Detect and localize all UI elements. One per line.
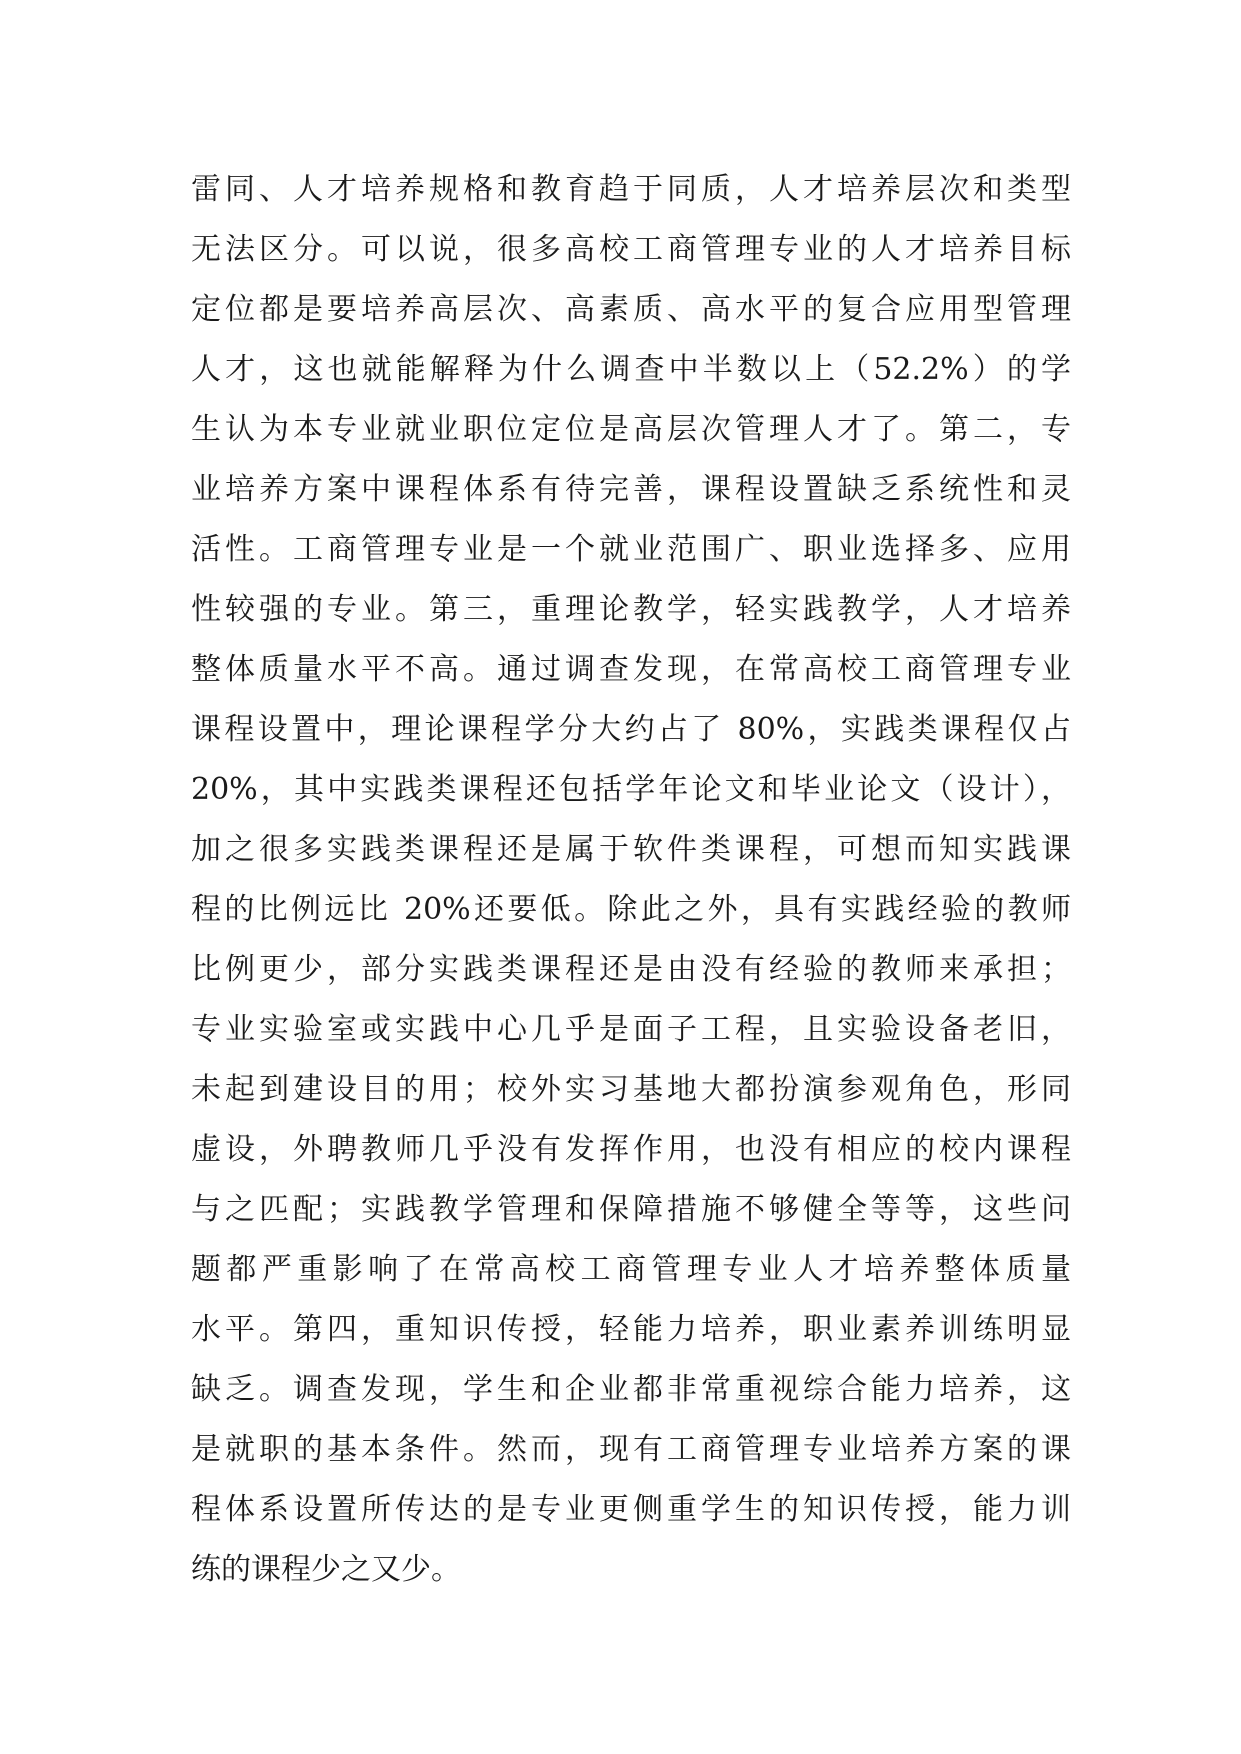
text-line: 无法区分。可以说，很多高校工商管理专业的人才培养目标	[191, 232, 1071, 267]
text-line: 未起到建设目的用；校外实习基地大都扮演参观角色，形同	[191, 1072, 1071, 1107]
text-line: 业培养方案中课程体系有待完善，课程设置缺乏系统性和灵	[191, 472, 1071, 507]
text-line: 人才，这也就能解释为什么调查中半数以上（52.2%）的学	[191, 352, 1071, 387]
text-line: 是就职的基本条件。然而，现有工商管理专业培养方案的课	[191, 1432, 1071, 1467]
text-line: 定位都是要培养高层次、高素质、高水平的复合应用型管理	[191, 292, 1071, 327]
text-line: 虚设，外聘教师几乎没有发挥作用，也没有相应的校内课程	[191, 1132, 1071, 1167]
text-line: 缺乏。调查发现，学生和企业都非常重视综合能力培养，这	[191, 1372, 1071, 1407]
text-line: 雷同、人才培养规格和教育趋于同质，人才培养层次和类型	[191, 172, 1071, 207]
text-line: 20%，其中实践类课程还包括学年论文和毕业论文（设计），	[191, 772, 1071, 807]
text-line: 练的课程少之又少。	[191, 1552, 461, 1587]
text-line: 生认为本专业就业职位定位是高层次管理人才了。第二，专	[191, 412, 1071, 447]
text-line: 课程设置中，理论课程学分大约占了 80%，实践类课程仅占	[191, 712, 1071, 747]
text-line: 加之很多实践类课程还是属于软件类课程，可想而知实践课	[191, 832, 1071, 867]
text-line: 水平。第四，重知识传授，轻能力培养，职业素养训练明显	[191, 1312, 1071, 1347]
text-line: 专业实验室或实践中心几乎是面子工程，且实验设备老旧，	[191, 1012, 1071, 1047]
text-line: 与之匹配；实践教学管理和保障措施不够健全等等，这些问	[191, 1192, 1071, 1227]
text-line: 整体质量水平不高。通过调查发现，在常高校工商管理专业	[191, 652, 1071, 687]
text-line: 程的比例远比 20%还要低。除此之外，具有实践经验的教师	[191, 892, 1071, 927]
text-line: 活性。工商管理专业是一个就业范围广、职业选择多、应用	[191, 532, 1071, 567]
text-line: 题都严重影响了在常高校工商管理专业人才培养整体质量	[191, 1252, 1071, 1287]
text-line: 程体系设置所传达的是专业更侧重学生的知识传授，能力训	[191, 1492, 1071, 1527]
text-line: 性较强的专业。第三，重理论教学，轻实践教学，人才培养	[191, 592, 1071, 627]
text-line: 比例更少，部分实践类课程还是由没有经验的教师来承担；	[191, 952, 1071, 987]
body-paragraph	[191, 160, 1071, 1600]
